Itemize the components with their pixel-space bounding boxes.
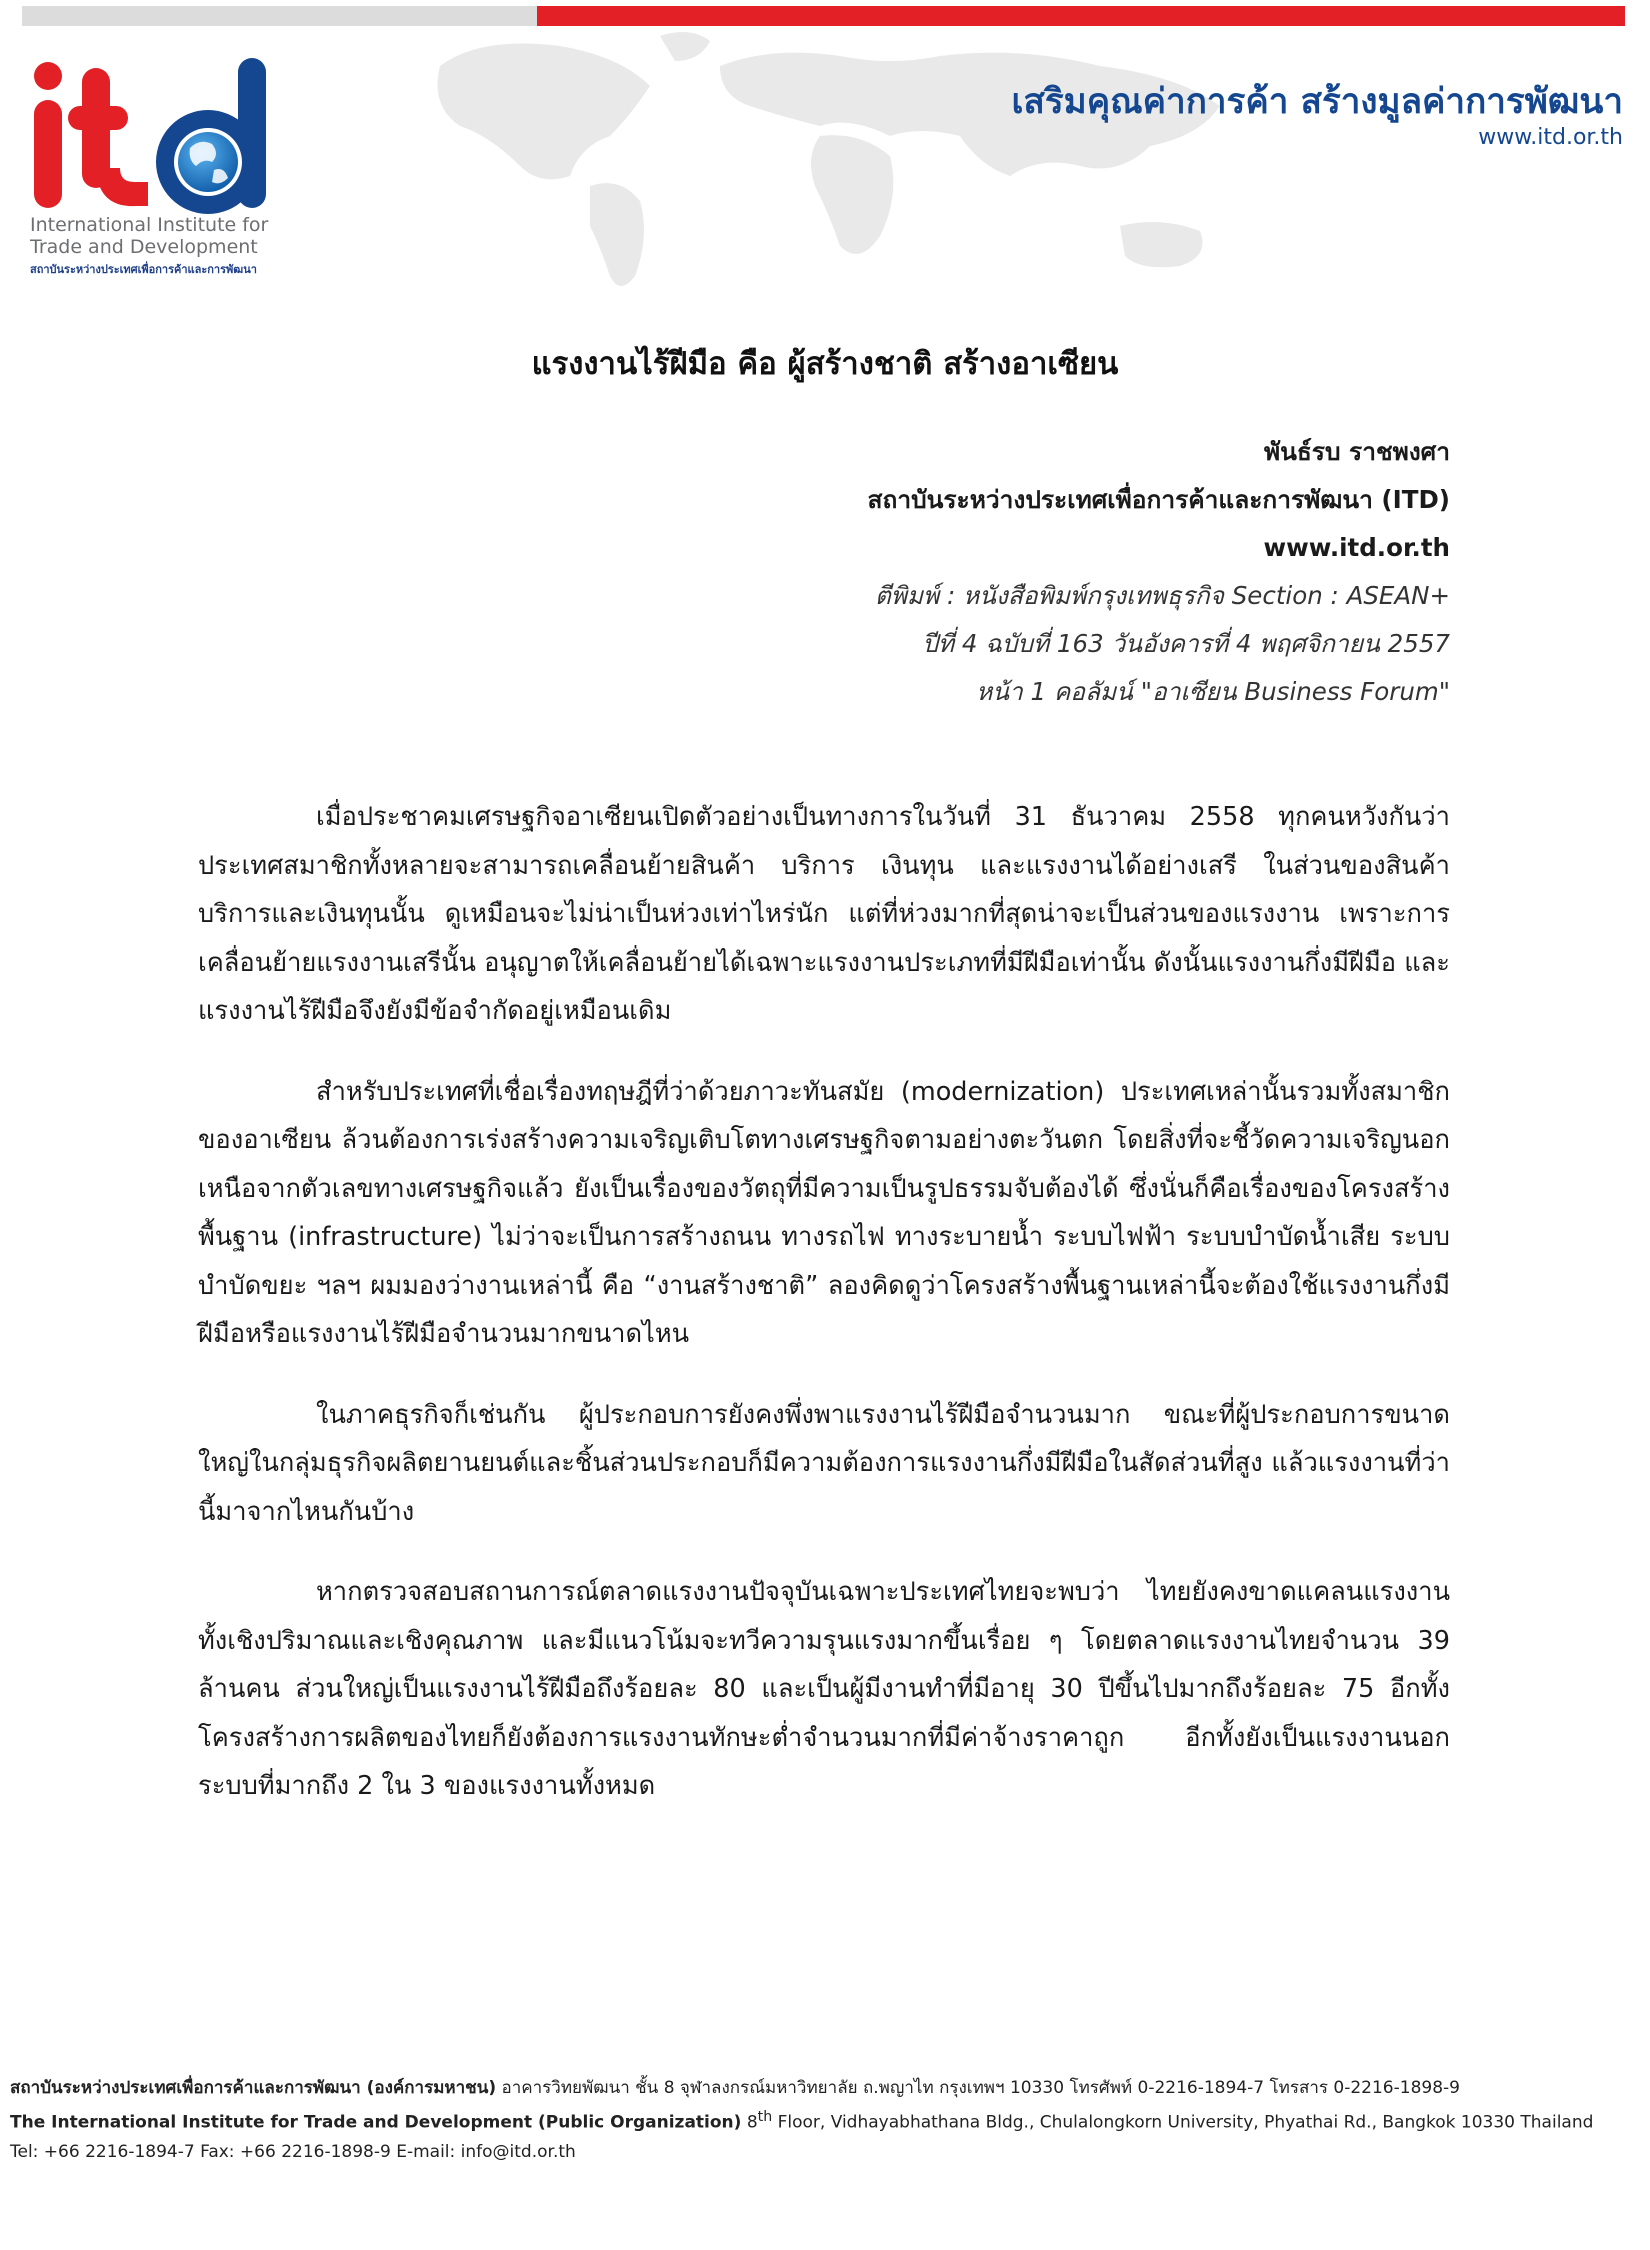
footer-floor: 8 — [741, 2112, 758, 2133]
itd-logo-mark — [28, 58, 288, 218]
paragraph: ในภาคธุรกิจก็เช่นกัน ผู้ประกอบการยังคงพึ่งพาแรงงานไร้ฝีมือจำนวนมาก ขณะที่ผู้ประกอบการขนาดใหญ่ในกลุ่มธุรกิจผลิตยานยนต์และชิ้นส่วนประกอบก็มีความต้องการแรงงานกึ่งมีฝีมือในสัดส่วนที่สูง แล้วแรงงานที่ว่านี้มาจากไหนกันบ้าง — [198, 1399, 1450, 1527]
paragraph: สำหรับประเทศที่เชื่อเรื่องทฤษฎีที่ว่าด้วยภาวะทันสมัย (modernization) ประเทศเหล่านั้นรวมทั้งสมาชิกของอาเซียน ล้วนต้องการเร่งสร้างความเจริญเติบโตทางเศรษฐกิจตามอย่างตะวันตก โดยสิ่งที่จะชี้วัดความเจริญนอกเหนือจากตัวเลขทางเศรษฐกิจแล้ว ยังเป็นเรื่องของวัตถุที่มีความเป็นรูปธรรมจับต้องได้ ซึ่งนั่นก็คือเรื่องของโครงสร้างพื้นฐาน (infrastructure) ไม่ว่าจะเป็นการสร้างถนน ทางรถไฟ ทางระบายน้ำ ระบบไฟฟ้า ระบบบำบัดน้ำเสีย ระบบบำบัดขยะ ฯลฯ ผมมองว่างานเหล่านี้ คือ “งานสร้างชาติ” ลองคิดดูว่าโครงสร้างพื้นฐานเหล่านี้จะต้องใช้แรงงานกึ่งมีฝีมือหรือแรงงานไร้ฝีมือจำนวนมากขนาดไหน — [198, 1076, 1450, 1349]
article-body — [198, 793, 1450, 1843]
logo-name-line1: International Institute for — [30, 214, 269, 236]
itd-logo — [28, 58, 298, 278]
footer-org-thai: สถาบันระหว่างประเทศเพื่อการค้าและการพัฒนา (องค์การมหาชน) — [10, 2078, 497, 2098]
logo-thai-name: สถาบันระหว่างประเทศเพื่อการค้าและการพัฒนา — [30, 263, 257, 276]
footer-address-english-text: Floor, Vidhayabhathana Bldg., Chulalongkorn University, Phyathai Rd., Bangkok 10330 Thailand — [772, 2112, 1594, 2133]
header-url[interactable]: www.itd.or.th — [1478, 125, 1623, 150]
paragraph: หากตรวจสอบสถานการณ์ตลาดแรงงานปัจจุบันเฉพาะประเทศไทยจะพบว่า ไทยยังคงขาดแคลนแรงงานทั้งเชิงปริมาณและเชิงคุณภาพ และมีแนวโน้มจะทวีความรุนแรงมากขึ้นเรื่อย ๆ โดยตลาดแรงงานไทยจำนวน 39 ล้านคน ส่วนใหญ่เป็นแรงงานไร้ฝีมือถึงร้อยละ 80 และเป็นผู้มีงานทำที่มีอายุ 30 ปีขึ้นไปมากถึงร้อยละ 75 อีกทั้งโครงสร้างการผลิตของไทยก็ยังต้องการแรงงานทักษะต่ำจำนวนมากที่มีค่าจ้างราคาถูก อีกทั้งยังเป็นแรงงานนอกระบบที่มากถึง 2 ใน 3 ของแรงงานทั้งหมด — [198, 1577, 1450, 1801]
header-bar-red — [537, 6, 1625, 26]
footer-address-thai-text: อาคารวิทยพัฒนา ชั้น 8 จุฬาลงกรณ์มหาวิทยาลัย ถ.พญาไท กรุงเทพฯ 10330 โทรศัพท์ 0-2216-1894-7 โทรสาร 0-2216-1898-9 — [496, 2078, 1460, 2098]
byline — [868, 428, 1450, 716]
footer-org-english: The International Institute for Trade and Development (Public Organization) — [10, 2112, 742, 2133]
footer-contact: Tel: +66 2216-1894-7 Fax: +66 2216-1898-9 E-mail: info@itd.or.th — [10, 2141, 576, 2162]
article-title: แรงงานไร้ฝีมือ คือ ผู้สร้างชาติ สร้างอาเซียน — [531, 346, 1119, 382]
footer — [10, 2074, 1593, 2167]
footer-address-english — [10, 2103, 1593, 2138]
header-slogan: เสริมคุณค่าการค้า สร้างมูลค่าการพัฒนา — [1011, 82, 1623, 122]
publication-line-3: หน้า 1 คอลัมน์ "อาเซียน Business Forum" — [976, 677, 1450, 706]
author-name: พันธ์รบ ราชพงศา — [1263, 437, 1450, 466]
world-map-watermark — [420, 26, 1350, 301]
header-bar-grey — [22, 6, 537, 26]
publication-line-2: ปีที่ 4 ฉบับที่ 163 วันอังคารที่ 4 พฤศจิกายน 2557 — [922, 629, 1450, 658]
footer-address-thai — [10, 2074, 1593, 2103]
publication-line-1: ตีพิมพ์ : หนังสือพิมพ์กรุงเทพธุรกิจ Section : ASEAN+ — [874, 581, 1450, 610]
paragraph: เมื่อประชาคมเศรษฐกิจอาเซียนเปิดตัวอย่างเป็นทางการในวันที่ 31 ธันวาคม 2558 ทุกคนหวังกันว่า ประเทศสมาชิกทั้งหลายจะสามารถเคลื่อนย้ายสินค้า บริการ เงินทุน และแรงงานได้อย่างเสรี ในส่วนของสินค้า บริการและเงินทุนนั้น ดูเหมือนจะไม่น่าเป็นห่วงเท่าไหร่นัก แต่ที่ห่วงมากที่สุดน่าจะเป็นส่วนของแรงงาน เพราะการเคลื่อนย้ายแรงงานเสรีนั้น อนุญาตให้เคลื่อนย้ายได้เฉพาะแรงงานประเภทที่มีฝีมือเท่านั้น ดังนั้นแรงงานกึ่งมีฝีมือ และแรงงานไร้ฝีมือจึงยังมีข้อจำกัดอยู่เหมือนเดิม — [198, 802, 1450, 1026]
footer-floor-suffix: th — [757, 2109, 773, 2125]
author-website[interactable]: www.itd.or.th — [1263, 533, 1450, 562]
logo-name-line2: Trade and Development — [30, 236, 258, 258]
author-organization: สถาบันระหว่างประเทศเพื่อการค้าและการพัฒนา (ITD) — [867, 485, 1450, 514]
